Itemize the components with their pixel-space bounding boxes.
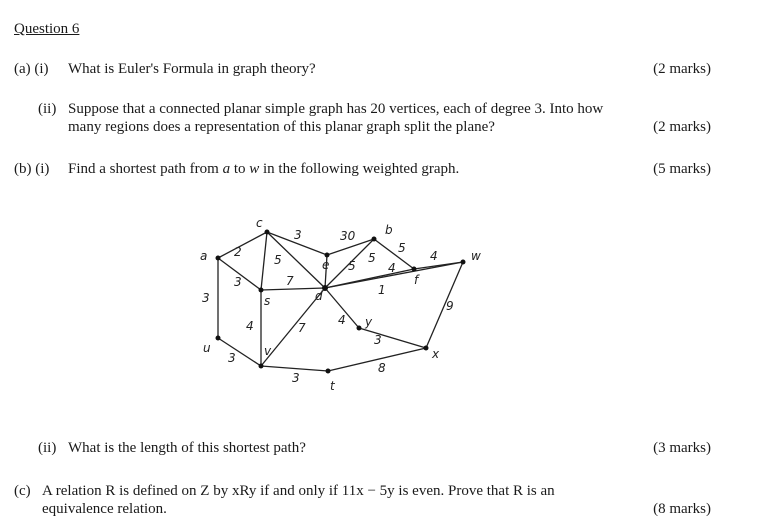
- edge-y-x: [359, 328, 426, 348]
- edge-u-v: [218, 338, 261, 366]
- vertex-label-c: c: [256, 216, 263, 230]
- vertex-c: [265, 230, 270, 235]
- part-a-ii-line2: many regions does a representation of this planar graph split the plane?: [68, 119, 495, 135]
- weight-c-e: 3: [294, 228, 302, 242]
- vertex-x: [424, 346, 429, 351]
- weight-d-y: 4: [338, 313, 346, 327]
- part-a-ii-label: (ii): [38, 101, 57, 117]
- weight-u-v: 3: [228, 351, 236, 365]
- vertex-s: [259, 288, 264, 293]
- weight-w-x: 9: [446, 299, 454, 313]
- question-title: Question 6: [14, 21, 80, 37]
- vertex-d: [322, 285, 328, 291]
- weighted-graph-figure: [190, 212, 500, 402]
- weight-y-x: 3: [374, 333, 382, 347]
- part-c-label: (c): [14, 483, 31, 499]
- weight-d-f: 4: [388, 261, 396, 275]
- part-a-i-label: (a) (i): [14, 61, 49, 77]
- vertex-label-u: u: [203, 341, 211, 355]
- part-b-ii-text: What is the length of this shortest path?: [68, 440, 306, 456]
- edge-t-x: [328, 348, 426, 371]
- part-b-i-text-after: in the following weighted graph.: [259, 161, 460, 177]
- vertex-label-w: w: [471, 249, 481, 263]
- part-c-marks: (8 marks): [653, 501, 711, 517]
- var-w: w: [249, 161, 260, 177]
- part-b-i-marks: (5 marks): [653, 161, 711, 177]
- weight-d-w: 1: [378, 283, 386, 297]
- part-b-i-text: [68, 160, 459, 178]
- vertex-label-a: a: [200, 249, 208, 263]
- part-a-ii-marks: (2 marks): [653, 119, 711, 135]
- vertex-v: [259, 364, 264, 369]
- weight-s-d: 7: [286, 274, 294, 288]
- weight-a-u: 3: [202, 291, 210, 305]
- vertex-label-e: e: [322, 258, 330, 272]
- vertex-label-v: v: [264, 344, 272, 358]
- weight-a-s: 3: [234, 275, 242, 289]
- vertex-label-t: t: [330, 379, 335, 393]
- weight-s-v: 4: [246, 319, 254, 333]
- vertex-label-b: b: [385, 223, 393, 237]
- vertex-u: [216, 336, 221, 341]
- weight-c-s: 5: [274, 253, 282, 267]
- part-a-ii-line1: Suppose that a connected planar simple graph has 20 vertices, each of degree 3. Into how: [68, 101, 604, 117]
- vertex-y: [357, 326, 362, 331]
- part-b-ii-marks: (3 marks): [653, 440, 711, 456]
- var-a: a: [222, 161, 231, 177]
- part-b-i-text-before: Find a shortest path from: [68, 161, 223, 177]
- weight-b-d: 5: [368, 251, 376, 265]
- part-c-line2: equivalence relation.: [42, 501, 167, 517]
- edge-c-s: [261, 232, 267, 290]
- vertex-t: [326, 369, 331, 374]
- weight-e-b: 30: [340, 229, 356, 243]
- vertex-f: [412, 267, 417, 272]
- vertex-label-f: f: [414, 273, 419, 287]
- part-a-i-marks: (2 marks): [653, 61, 711, 77]
- vertex-b: [372, 237, 377, 242]
- vertex-w: [461, 260, 466, 265]
- weight-e-d: 5: [348, 259, 356, 273]
- weight-t-x: 8: [378, 361, 386, 375]
- vertex-label-d: d: [315, 289, 323, 303]
- weight-f-w: 4: [430, 249, 438, 263]
- vertex-label-s: s: [264, 294, 271, 308]
- edge-w-x: [426, 262, 463, 348]
- weight-b-f: 5: [398, 241, 406, 255]
- weight-v-t: 3: [292, 371, 300, 385]
- vertex-a: [216, 256, 221, 261]
- vertex-e: [325, 253, 330, 258]
- part-b-i-label: (b) (i): [14, 161, 50, 177]
- edge-a-c: [218, 232, 267, 258]
- part-b-i-text-mid: to: [230, 161, 250, 177]
- weight-a-c: 2: [234, 245, 242, 259]
- part-a-i-text: What is Euler's Formula in graph theory?: [68, 61, 316, 77]
- part-b-ii-label: (ii): [38, 440, 57, 456]
- vertex-label-y: y: [365, 315, 373, 329]
- part-c-line1: A relation R is defined on Z by xRy if and only if 11x − 5y is even. Prove that R is an: [42, 483, 555, 499]
- vertex-label-x: x: [432, 347, 440, 361]
- weight-v-d: 7: [298, 321, 306, 335]
